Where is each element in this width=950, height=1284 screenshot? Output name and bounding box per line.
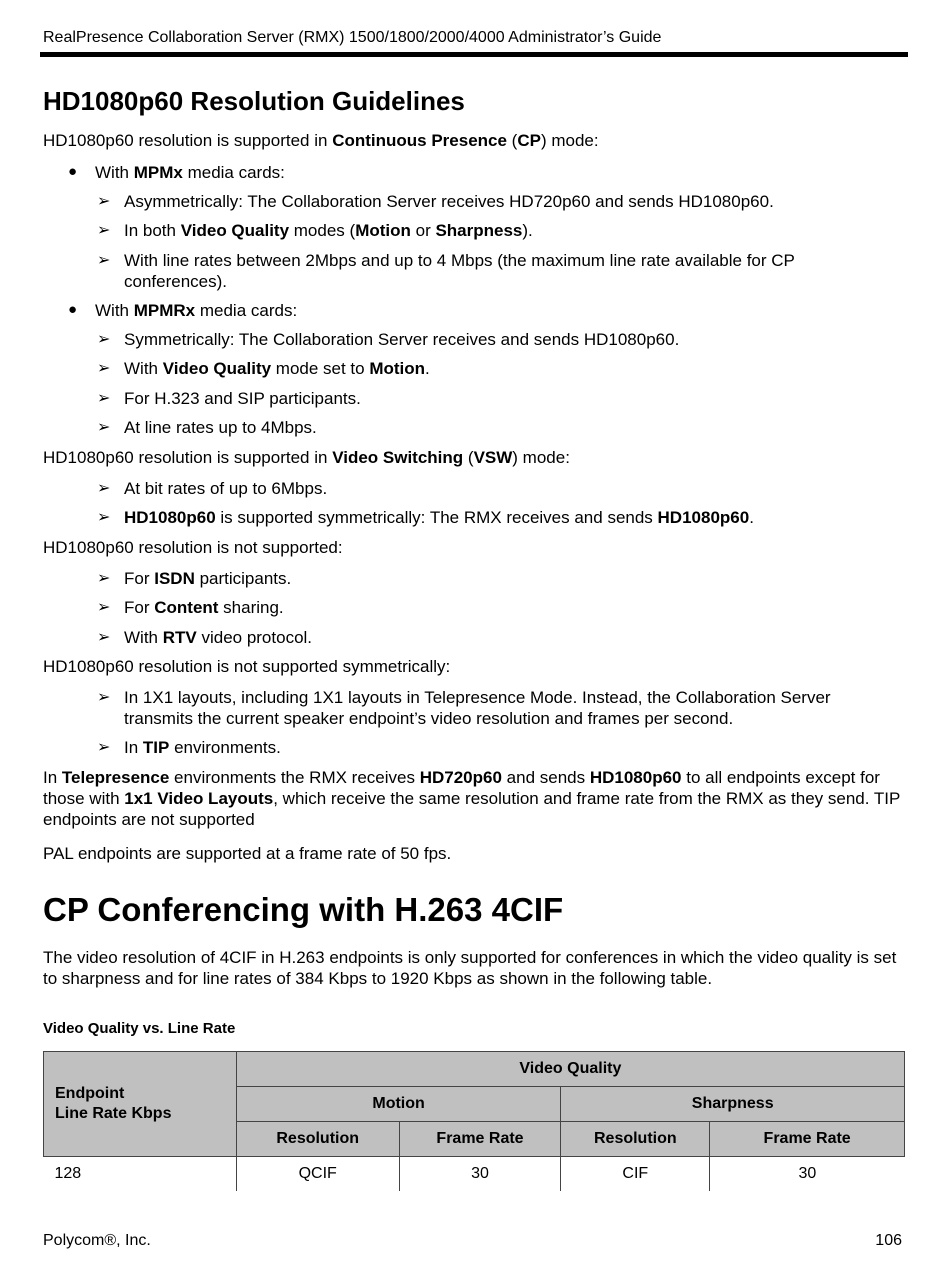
video-quality-table — [43, 1051, 905, 1191]
list-item-text: Asymmetrically: The Collaboration Server receives HD720p60 and sends HD1080p60. — [124, 192, 774, 211]
endpoint-header — [44, 1052, 237, 1157]
list-item-text: For ISDN participants. — [124, 569, 292, 588]
table-cell: QCIF — [236, 1157, 399, 1192]
list-item-text: With line rates between 2Mbps and up to 4 Mbps (the maximum line rate available for CP conferences). — [124, 251, 795, 291]
list-item-text: HD1080p60 is supported symmetrically: The RMX receives and sends HD1080p60. — [124, 508, 754, 527]
motion-frame-rate-header: Frame Rate — [399, 1122, 561, 1157]
arrow-bullet-icon: ➢ — [97, 360, 111, 377]
not-symmetric-intro: HD1080p60 resolution is not supported symmetrically: — [43, 657, 451, 676]
section-heading-cp-conferencing: CP Conferencing with H.263 4CIF — [43, 891, 564, 928]
bullet-dot-icon: ● — [68, 301, 78, 318]
table-cell: 30 — [399, 1157, 561, 1192]
list-item-text: In both Video Quality modes (Motion or Sharpness). — [124, 221, 533, 240]
arrow-bullet-icon: ➢ — [97, 570, 111, 587]
table-caption: Video Quality vs. Line Rate — [43, 1020, 236, 1037]
pal-paragraph: PAL endpoints are supported at a frame rate of 50 fps. — [43, 844, 452, 863]
table-row — [44, 1157, 905, 1192]
telepresence-paragraph: In Telepresence environments the RMX receives HD720p60 and sends HD1080p60 to all endpoints except for those with 1x1 Video Layouts, which receive the same resolution and frame rate from the RMX as they send. TIP endpoints are not supported — [43, 768, 901, 829]
list-item-text: In TIP environments. — [124, 738, 281, 757]
arrow-bullet-icon: ➢ — [97, 689, 111, 706]
sharpness-header: Sharpness — [561, 1087, 905, 1122]
motion-header: Motion — [236, 1087, 561, 1122]
sharpness-resolution-header: Resolution — [561, 1122, 710, 1157]
list-item-text: For H.323 and SIP participants. — [124, 389, 361, 408]
list-item-text: With Video Quality mode set to Motion. — [124, 359, 430, 378]
list-item-text: At line rates up to 4Mbps. — [124, 418, 317, 437]
table-cell: 128 — [54, 1165, 82, 1182]
list-item-text: With RTV video protocol. — [124, 628, 313, 647]
arrow-bullet-icon: ➢ — [97, 629, 111, 646]
list-item-text: At bit rates of up to 6Mbps. — [124, 479, 328, 498]
list-item-text: Symmetrically: The Collaboration Server receives and sends HD1080p60. — [124, 330, 680, 349]
table-cell: CIF — [561, 1157, 710, 1192]
arrow-bullet-icon: ➢ — [97, 252, 111, 269]
list-item-text: In 1X1 layouts, including 1X1 layouts in Telepresence Mode. Instead, the Collaboration Server transmits the current speaker endpoint’s video resolution and frames per second. — [124, 688, 831, 728]
video-quality-header: Video Quality — [236, 1052, 904, 1087]
arrow-bullet-icon: ➢ — [97, 599, 111, 616]
motion-resolution-header: Resolution — [236, 1122, 399, 1157]
vsw-intro: HD1080p60 resolution is supported in Video Switching (VSW) mode: — [43, 448, 570, 467]
page-number: 106 — [875, 1232, 902, 1249]
arrow-bullet-icon: ➢ — [97, 419, 111, 436]
section-heading-hd1080p60: HD1080p60 Resolution Guidelines — [43, 86, 465, 116]
bullet-label: With MPMx media cards: — [95, 163, 285, 182]
bullet-label: With MPMRx media cards: — [95, 301, 298, 320]
page-header: RealPresence Collaboration Server (RMX) 1500/1800/2000/4000 Administrator’s Guide — [43, 29, 662, 46]
endpoint-header-line2: Line Rate Kbps — [55, 1105, 172, 1122]
arrow-bullet-icon: ➢ — [97, 509, 111, 526]
not-supported-intro: HD1080p60 resolution is not supported: — [43, 538, 343, 557]
arrow-bullet-icon: ➢ — [97, 739, 111, 756]
arrow-bullet-icon: ➢ — [97, 390, 111, 407]
footer-company: Polycom®, Inc. — [43, 1232, 151, 1249]
cp-intro: HD1080p60 resolution is supported in Continuous Presence (CP) mode: — [43, 131, 599, 150]
bullet-dot-icon: ● — [68, 163, 78, 180]
table-cell: 30 — [710, 1157, 905, 1192]
endpoint-header-line1: Endpoint — [55, 1085, 125, 1102]
arrow-bullet-icon: ➢ — [97, 193, 111, 210]
list-item-text: For Content sharing. — [124, 598, 284, 617]
header-rule — [40, 52, 908, 57]
arrow-bullet-icon: ➢ — [97, 480, 111, 497]
arrow-bullet-icon: ➢ — [97, 222, 111, 239]
arrow-bullet-icon: ➢ — [97, 331, 111, 348]
sharpness-frame-rate-header: Frame Rate — [710, 1122, 905, 1157]
cp-conferencing-paragraph: The video resolution of 4CIF in H.263 endpoints is only supported for conferences in which the video quality is set to sharpness and for line rates of 384 Kbps to 1920 Kbps as shown in the following table. — [43, 948, 897, 988]
